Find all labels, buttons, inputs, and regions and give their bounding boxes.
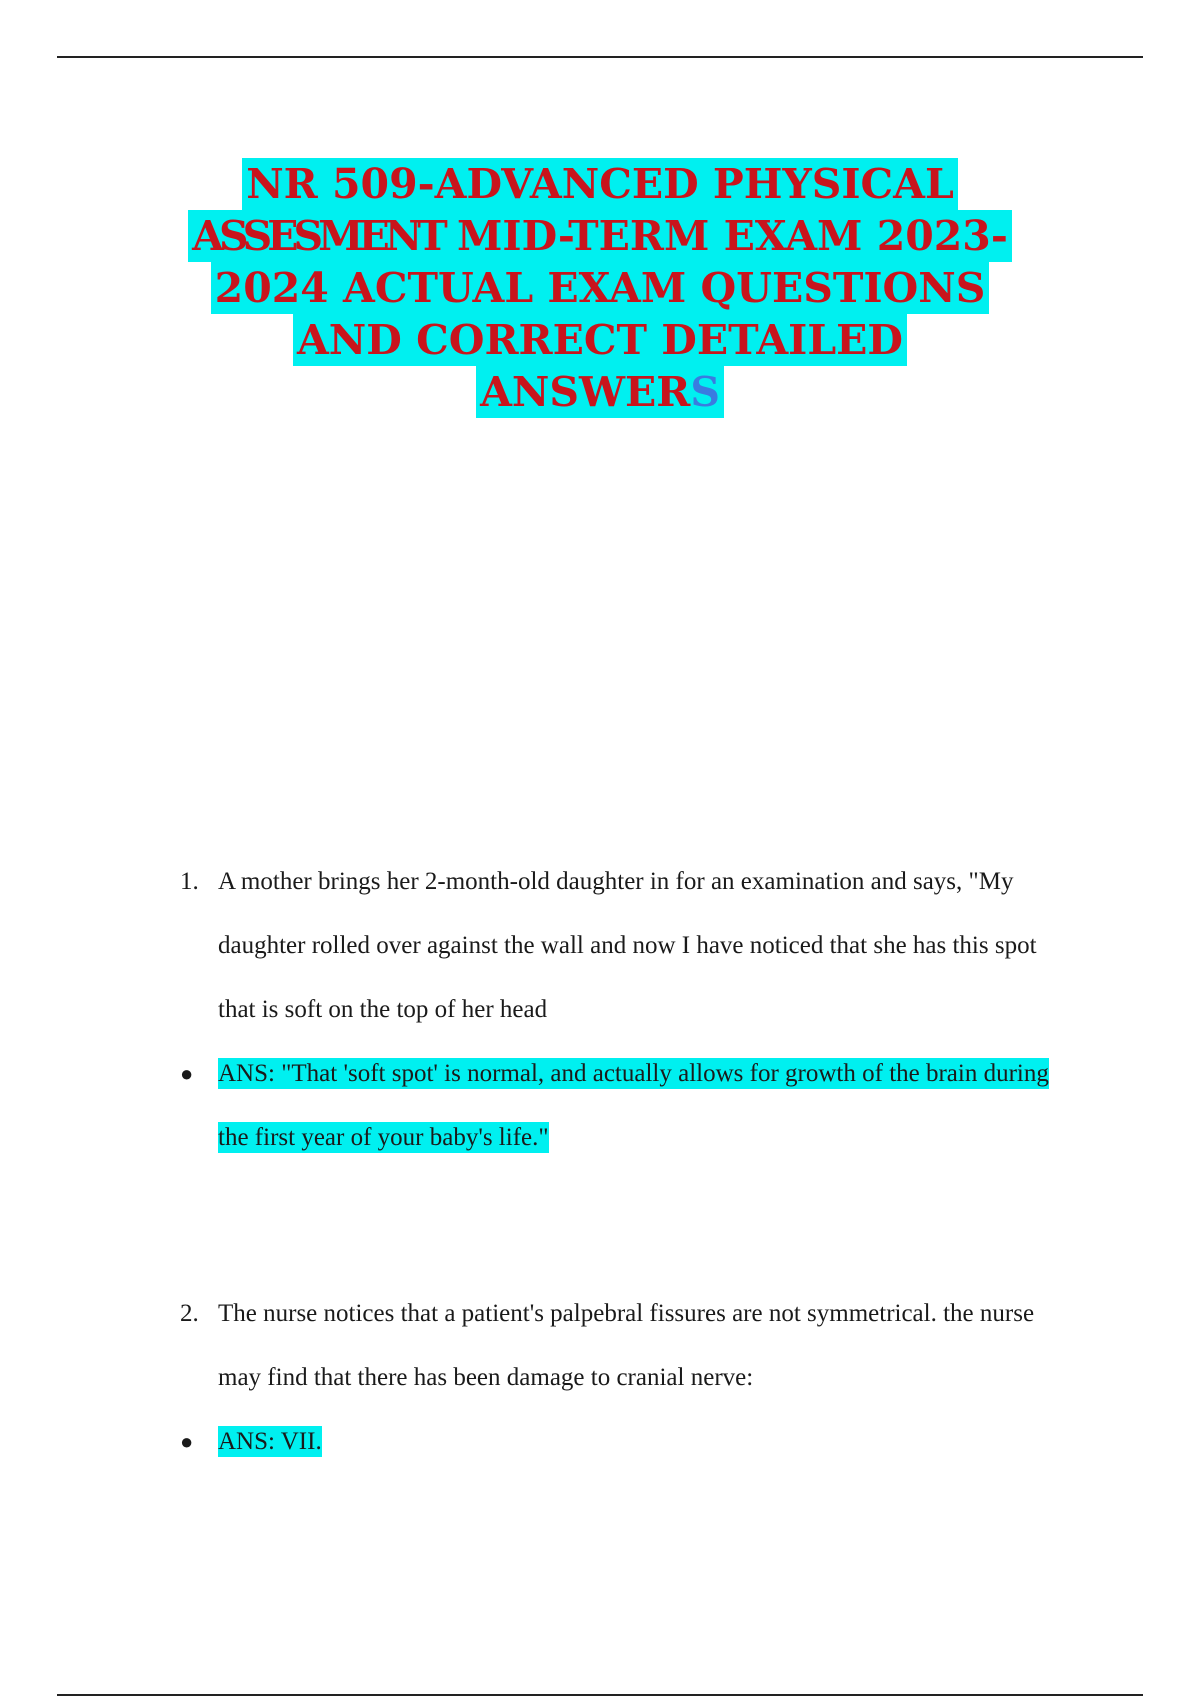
title-line-1: NR 509-ADVANCED PHYSICAL — [242, 158, 958, 210]
answer-text: ANS: "That 'soft spot' is normal, and actually allows for growth of the brain during the first year of your baby's life." — [218, 1060, 1049, 1151]
question-block-1 — [180, 850, 1080, 1170]
document-title — [180, 158, 1020, 418]
question-item — [180, 1282, 1080, 1410]
question-block-2 — [180, 1282, 1080, 1474]
bottom-rule — [57, 1694, 1143, 1696]
title-line-3: 2024 ACTUAL EXAM QUESTIONS — [211, 262, 990, 314]
title-line-5 — [476, 366, 724, 418]
title-assesment-word: ASSESMENT — [192, 212, 443, 260]
title-line-2 — [188, 210, 1012, 262]
answer-item — [180, 1042, 1080, 1170]
title-line-5-last-letter: S — [690, 368, 720, 416]
title-line-4: AND CORRECT DETAILED — [293, 314, 907, 366]
bullet-icon: ● — [180, 1061, 194, 1086]
top-rule — [57, 56, 1143, 58]
title-line-2-rest: MID-TERM EXAM 2023- — [442, 212, 1008, 260]
question-text: The nurse notices that a patient's palpebral fissures are not symmetrical. the nurse may find that there has been damage to cranial nerve: — [218, 1300, 1035, 1391]
question-text: A mother brings her 2-month-old daughter in for an examination and says, "My daughter rolled over against the wall and now I have noticed that she has this spot that is soft on the top of her head — [218, 868, 1037, 1023]
answer-text: ANS: VII. — [218, 1428, 322, 1455]
bullet-icon: ● — [180, 1429, 194, 1454]
question-number: 1. — [180, 868, 199, 895]
answer-item — [180, 1410, 1080, 1474]
question-item — [180, 850, 1080, 1042]
answer-text-wrapper — [218, 1410, 1080, 1474]
question-number: 2. — [180, 1300, 199, 1327]
title-line-5-main: ANSWER — [480, 368, 691, 416]
answer-text-wrapper — [218, 1042, 1080, 1170]
